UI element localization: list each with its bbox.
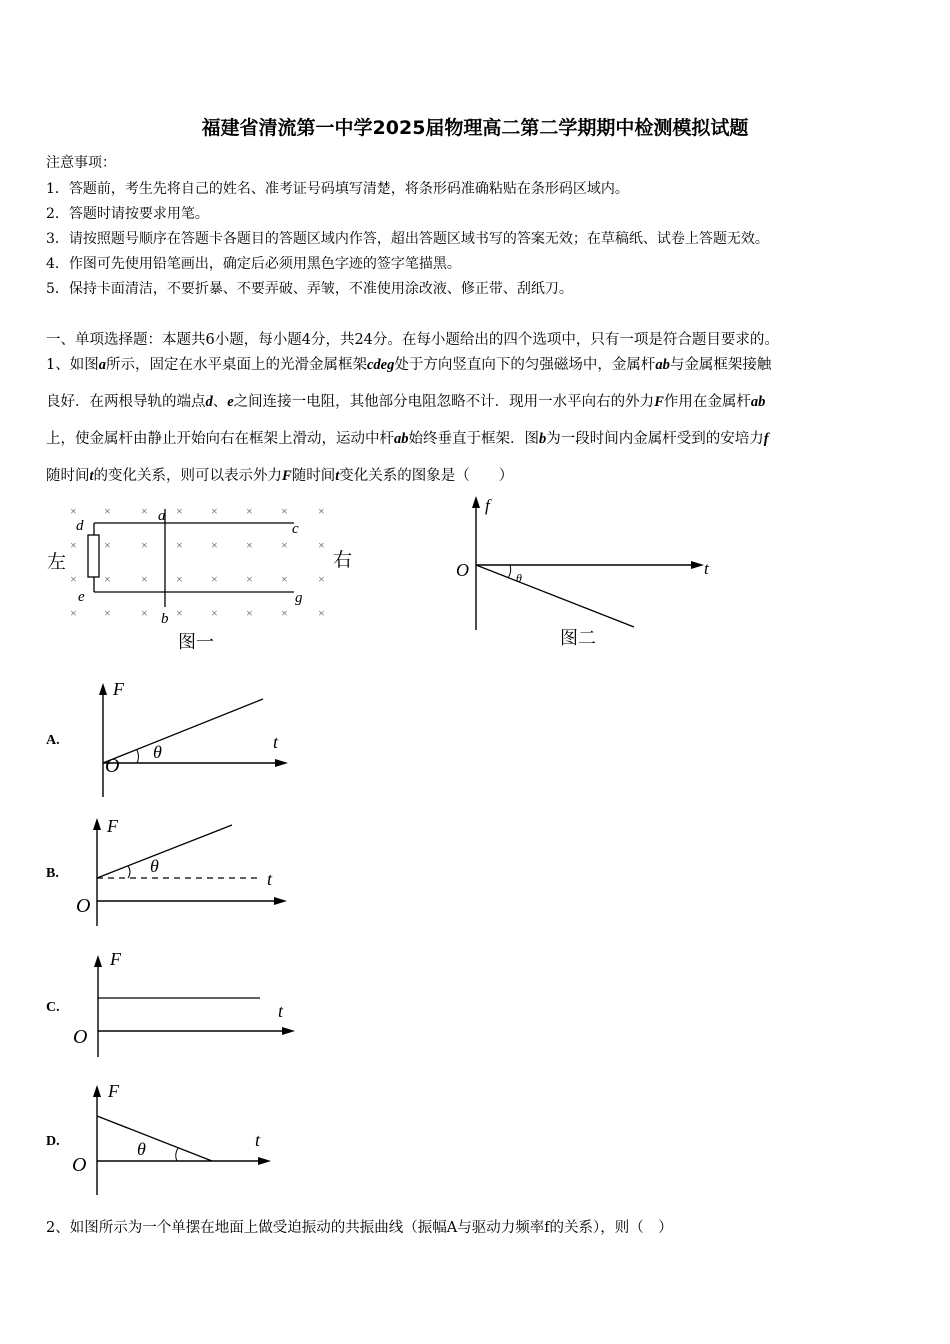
origin-label: O	[76, 895, 91, 917]
field-cross: ×	[104, 538, 111, 552]
axis-label-F: F	[113, 679, 124, 699]
axis-label-t: t	[267, 869, 273, 889]
notice-item: 1．答题前，考生先将自己的姓名、准考证号码填写清楚，将条形码准确粘贴在条形码区域内。	[46, 181, 629, 197]
origin-label: O	[73, 1026, 88, 1048]
q1-line4: 随时间t的变化关系，则可以表示外力F随时间t变化关系的图象是（ ）	[46, 468, 514, 484]
label-g: g	[295, 590, 303, 606]
field-cross: ×	[281, 538, 288, 552]
field-cross: ×	[141, 504, 148, 518]
notice-heading: 注意事项：	[46, 155, 116, 171]
field-cross: ×	[104, 504, 111, 518]
label-e: e	[78, 589, 85, 605]
label-d: d	[76, 518, 84, 534]
field-cross: ×	[70, 572, 77, 586]
field-cross: ×	[104, 572, 111, 586]
label-c: c	[292, 521, 299, 537]
field-cross: ×	[70, 606, 77, 620]
notice-item: 3．请按照题号顺序在答题卡各题目的答题区域内作答，超出答题区域书写的答案无效；在草稿纸、试卷上答题无效。	[46, 231, 769, 247]
field-cross: ×	[70, 504, 77, 518]
magnetic-field-crosses	[70, 504, 325, 620]
figure-2-caption: 图二	[560, 628, 596, 648]
field-cross: ×	[211, 572, 218, 586]
field-cross: ×	[141, 538, 148, 552]
field-cross: ×	[281, 572, 288, 586]
figure-1-circuit	[40, 495, 370, 660]
axis-label-t: t	[255, 1130, 261, 1150]
section-heading: 一、单项选择题：本题共6小题，每小题4分，共24分。在每小题给出的四个选项中，只有一项是符合题目要求的。	[46, 332, 779, 348]
field-cross: ×	[318, 606, 325, 620]
field-cross: ×	[104, 606, 111, 620]
axis-label-t: t	[278, 1001, 284, 1021]
page-title: 福建省清流第一中学2025届物理高二第二学期期中检测模拟试题	[201, 117, 749, 139]
angle-theta: θ	[137, 1139, 146, 1159]
axis-label-F: F	[110, 949, 121, 969]
option-d-label[interactable]: D.	[46, 1134, 60, 1149]
label-a: a	[158, 508, 166, 524]
axis-label-f: f	[485, 496, 490, 515]
field-cross: ×	[246, 572, 253, 586]
field-cross: ×	[211, 504, 218, 518]
field-cross: ×	[176, 606, 183, 620]
figure-2-graph	[450, 492, 730, 657]
resistor	[88, 535, 99, 577]
field-cross: ×	[176, 538, 183, 552]
origin-label: O	[456, 560, 469, 580]
field-cross: ×	[318, 572, 325, 586]
option-d-graph[interactable]	[70, 1075, 280, 1200]
angle-theta: θ	[153, 742, 162, 762]
field-cross: ×	[211, 538, 218, 552]
field-cross: ×	[141, 606, 148, 620]
origin-label: O	[105, 755, 120, 777]
notice-item: 4．作图可先使用铅笔画出，确定后必须用黑色字迹的签字笔描黑。	[46, 256, 461, 272]
option-c-label[interactable]: C.	[46, 1000, 60, 1015]
field-cross: ×	[281, 504, 288, 518]
field-cross: ×	[176, 572, 183, 586]
q2-text: 2、如图所示为一个单摆在地面上做受迫振动的共振曲线（振幅A与驱动力频率f的关系），则（ ）	[46, 1220, 673, 1236]
field-cross: ×	[246, 606, 253, 620]
field-cross: ×	[176, 504, 183, 518]
q1-line1: 1、如图a所示，固定在水平桌面上的光滑金属框架cdeg处于方向竖直向下的匀强磁场中，金属杆ab与金属框架接触	[46, 357, 772, 373]
q1-line2: 良好．在两根导轨的端点d、e之间连接一电阻，其他部分电阻忽略不计．现用一水平向右的外力F作用在金属杆ab	[46, 394, 766, 410]
axis-label-t: t	[704, 559, 709, 578]
field-cross: ×	[211, 606, 218, 620]
field-cross: ×	[318, 538, 325, 552]
label-b: b	[161, 611, 169, 627]
option-a-graph[interactable]	[95, 675, 300, 800]
axis-label-F: F	[107, 816, 118, 836]
option-c-graph[interactable]	[70, 945, 300, 1060]
field-cross: ×	[246, 504, 253, 518]
angle-theta: θ	[516, 571, 522, 585]
option-b-graph[interactable]	[70, 810, 295, 930]
figure-1-caption: 图一	[178, 632, 214, 652]
notice-item: 5．保持卡面清洁，不要折暴、不要弄破、弄皱，不准使用涂改液、修正带、刮纸刀。	[46, 281, 573, 297]
axis-label-t: t	[273, 732, 279, 752]
field-cross: ×	[246, 538, 253, 552]
q1-line3: 上，使金属杆由静止开始向右在框架上滑动，运动中杆ab始终垂直于框架．图b为一段时间内金属杆受到的安培力f	[46, 431, 769, 447]
field-cross: ×	[318, 504, 325, 518]
angle-theta: θ	[150, 856, 159, 876]
axis-label-F: F	[108, 1081, 119, 1101]
origin-label: O	[72, 1154, 87, 1176]
force-line	[476, 565, 634, 627]
label-left: 左	[47, 552, 67, 573]
field-cross: ×	[281, 606, 288, 620]
label-right: 右	[333, 550, 353, 571]
notice-item: 2．答题时请按要求用笔。	[46, 206, 209, 222]
field-cross: ×	[70, 538, 77, 552]
field-cross: ×	[141, 572, 148, 586]
option-b-label[interactable]: B.	[46, 866, 59, 881]
option-a-label[interactable]: A.	[46, 733, 60, 748]
